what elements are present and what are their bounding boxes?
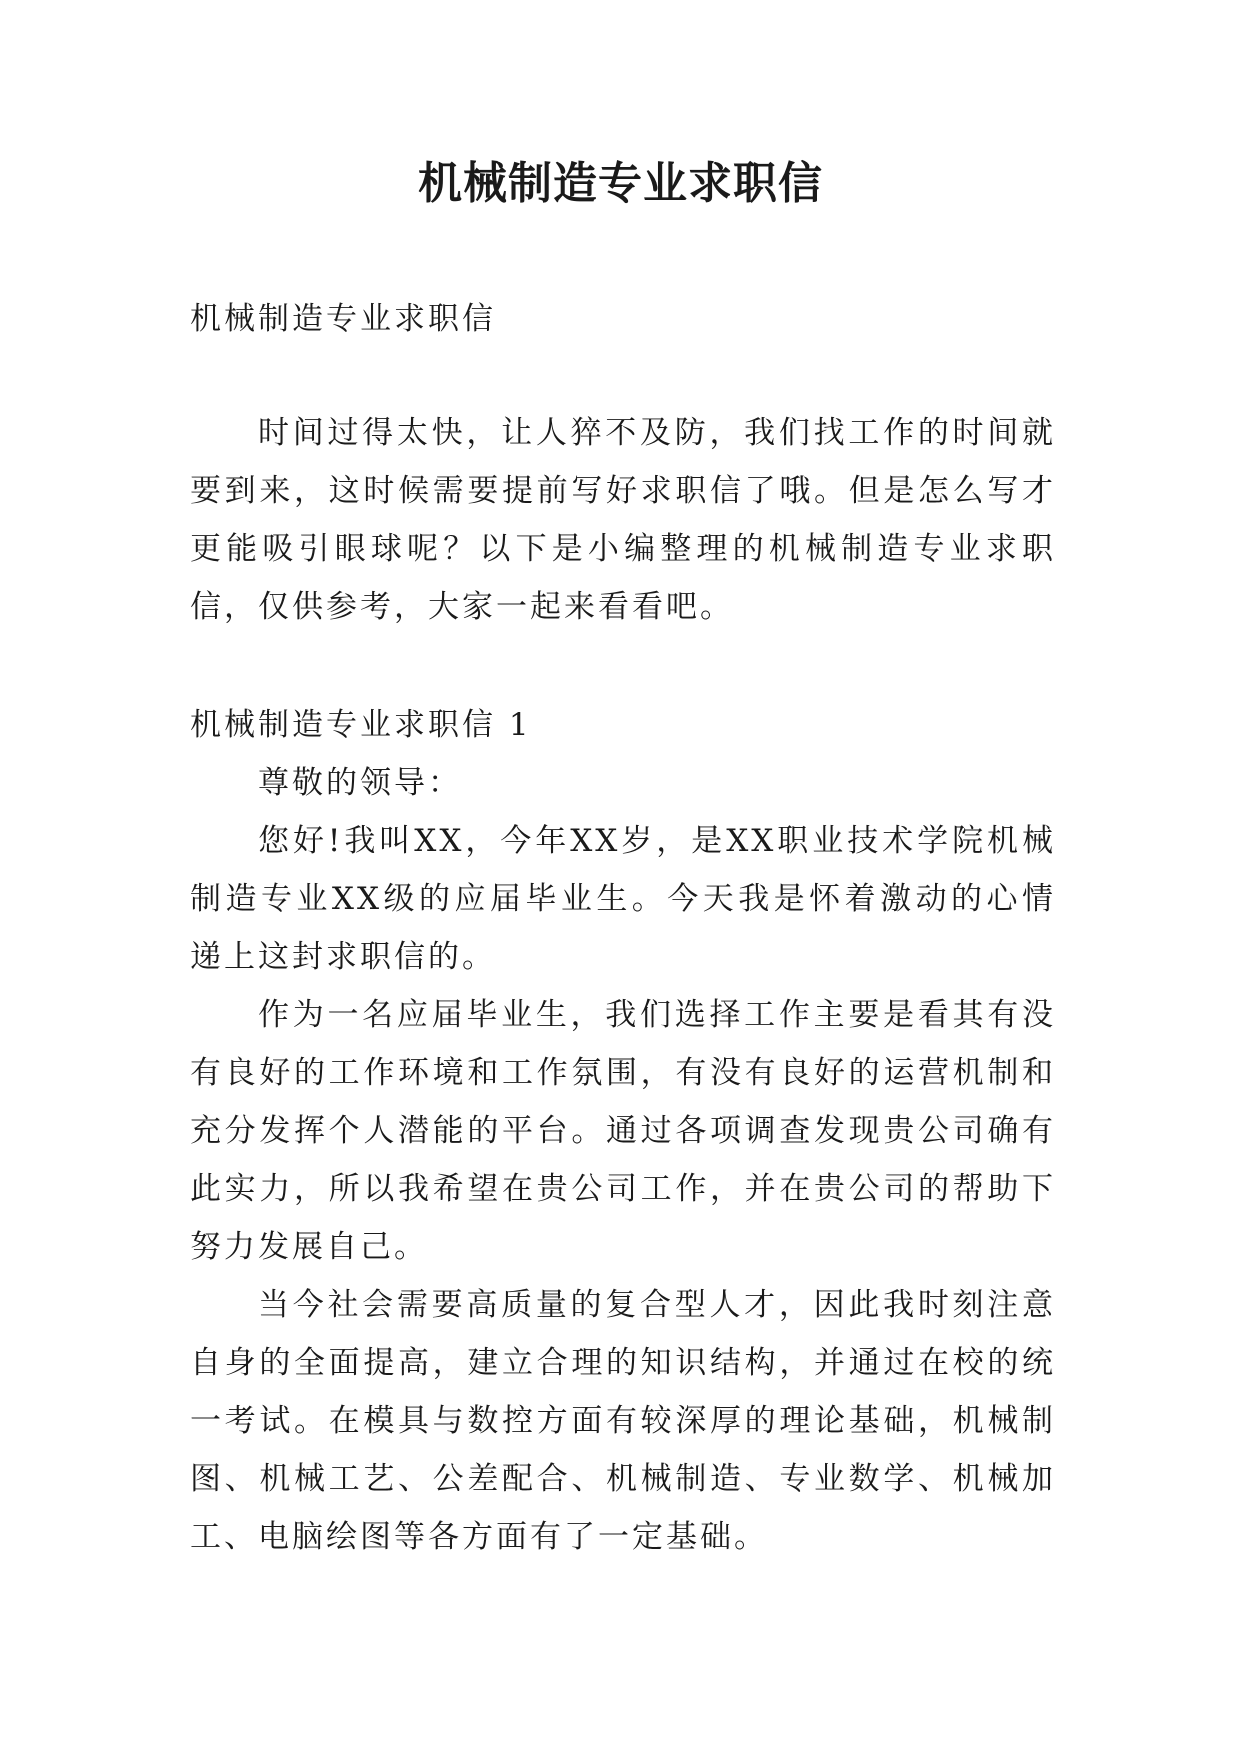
body-paragraph: 作为一名应届毕业生，我们选择工作主要是看其有没有良好的工作环境和工作氛围，有没有良好的运营机制和充分发挥个人潜能的平台。通过各项调查发现贵公司确有此实力，所以我希望在贵公司工作，并在贵公司的帮助下努力发展自己。: [190, 997, 1056, 1265]
letter-heading: 机械制造专业求职信 1: [190, 707, 532, 743]
intro-paragraph: 时间过得太快，让人猝不及防，我们找工作的时间就要到来，这时候需要提前写好求职信了哦。但是怎么写才更能吸引眼球呢？以下是小编整理的机械制造专业求职信，仅供参考，大家一起来看看吧。: [190, 415, 1056, 625]
page-title: 机械制造专业求职信: [418, 158, 823, 209]
body-paragraph: 当今社会需要高质量的复合型人才，因此我时刻注意自身的全面提高，建立合理的知识结构，并通过在校的统一考试。在模具与数控方面有较深厚的理论基础，机械制图、机械工艺、公差配合、机械制造、专业数学、机械加工、电脑绘图等各方面有了一定基础。: [190, 1287, 1056, 1555]
document-subtitle: 机械制造专业求职信: [190, 301, 496, 337]
salutation: 尊敬的领导：: [258, 765, 462, 801]
body-paragraph: 您好!我叫XX，今年XX岁，是XX职业技术学院机械制造专业XX级的应届毕业生。今天我是怀着激动的心情递上这封求职信的。: [190, 823, 1056, 975]
